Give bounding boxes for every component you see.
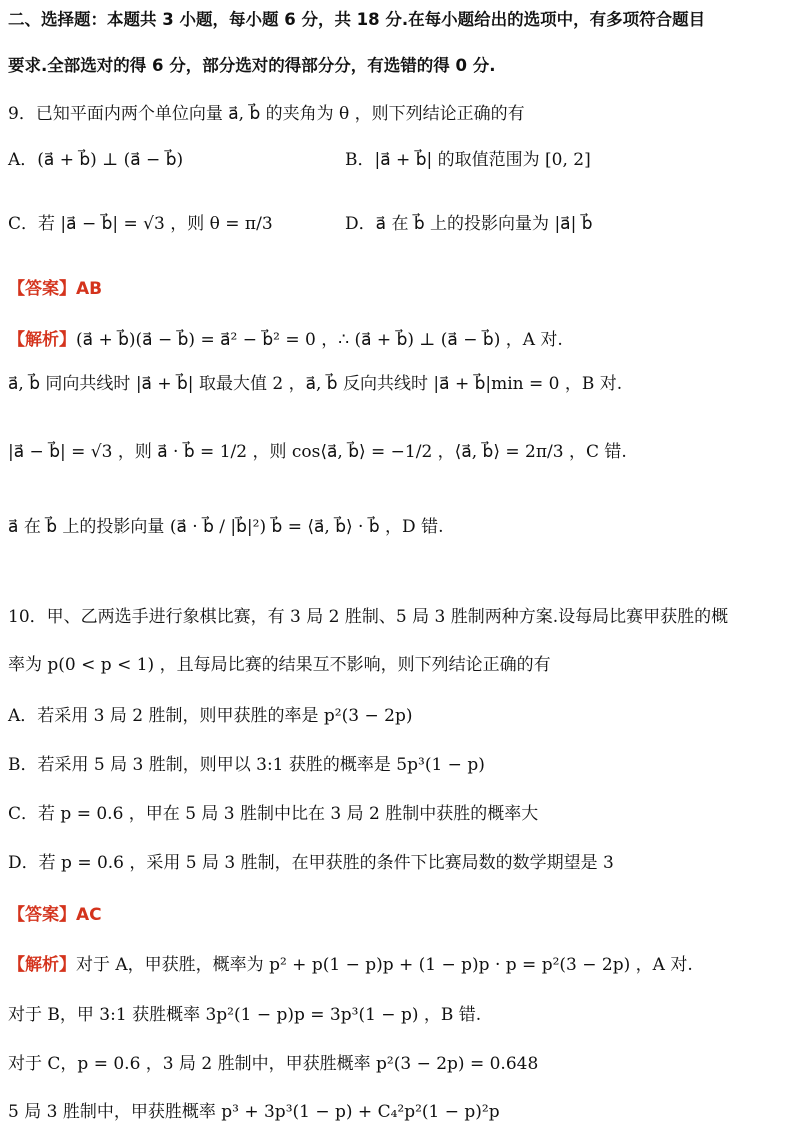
q10-answer-value: AC bbox=[76, 905, 102, 925]
q9-answer-tag: 【答案】 bbox=[8, 279, 76, 299]
q9-analysis-tag: 【解析】 bbox=[8, 330, 76, 350]
q9-option-a: A．(a⃗ + b⃗) ⊥ (a⃗ − b⃗) bbox=[8, 150, 184, 170]
q9-option-d: D．a⃗ 在 b⃗ 上的投影向量为 |a⃗| b⃗ bbox=[345, 214, 593, 234]
q10-answer-tag: 【答案】 bbox=[8, 905, 76, 925]
q10-analysis-line-3: 对于 C，p = 0.6 ，3 局 2 胜制中，甲获胜概率 p²(3 − 2p) = 0.648 bbox=[8, 1054, 539, 1074]
q10-analysis-line-1 bbox=[8, 953, 693, 977]
section-heading-line-2: 要求.全部选对的得 6 分，部分选对的得部分分，有选错的得 0 分. bbox=[8, 56, 496, 75]
q9-analysis-text-1: (a⃗ + b⃗)(a⃗ − b⃗) = a⃗² − b⃗² = 0 ，∴ (a⃗ + b⃗) ⊥ (a⃗ − b⃗) ，A 对. bbox=[76, 330, 563, 350]
q10-analysis-line-2: 对于 B，甲 3:1 获胜概率 3p²(1 − p)p = 3p³(1 − p) ，B 错. bbox=[8, 1005, 482, 1025]
q10-option-a: A．若采用 3 局 2 胜制，则甲获胜的率是 p²(3 − 2p) bbox=[8, 706, 413, 726]
q9-analysis-line-1 bbox=[8, 328, 563, 352]
q9-analysis-line-4: a⃗ 在 b⃗ 上的投影向量 (a⃗ · b⃗ / |b⃗|²) b⃗ = ⟨a⃗, b⃗⟩ · b⃗ ，D 错. bbox=[8, 517, 444, 537]
q9-option-c: C．若 |a⃗ − b⃗| = √3 ，则 θ = π/3 bbox=[8, 214, 273, 234]
q9-option-b: B．|a⃗ + b⃗| 的取值范围为 [0, 2] bbox=[345, 150, 591, 170]
q10-answer bbox=[8, 903, 102, 927]
q10-stem-line-1: 10．甲、乙两选手进行象棋比赛，有 3 局 2 胜制、5 局 3 胜制两种方案.设每局比赛甲获胜的概 bbox=[8, 607, 729, 627]
q10-analysis-line-4: 5 局 3 胜制中，甲获胜概率 p³ + 3p³(1 − p) + C₄²p²(1 − p)²p bbox=[8, 1102, 500, 1122]
q9-analysis-line-3: |a⃗ − b⃗| = √3 ，则 a⃗ · b⃗ = 1/2 ，则 cos⟨a⃗, b⃗⟩ = −1/2 ，⟨a⃗, b⃗⟩ = 2π/3 ，C 错. bbox=[8, 442, 627, 462]
q10-analysis-tag: 【解析】 bbox=[8, 955, 76, 975]
q10-analysis-text-1: 对于 A，甲获胜，概率为 p² + p(1 − p)p + (1 − p)p · p = p²(3 − 2p) ，A 对. bbox=[76, 955, 693, 975]
section-heading-line-1: 二、选择题：本题共 3 小题，每小题 6 分，共 18 分.在每小题给出的选项中，有多项符合题目 bbox=[8, 10, 706, 29]
q10-option-b: B．若采用 5 局 3 胜制，则甲以 3:1 获胜的概率是 5p³(1 − p) bbox=[8, 755, 485, 775]
q10-option-d: D．若 p = 0.6 ，采用 5 局 3 胜制，在甲获胜的条件下比赛局数的数学期望是 3 bbox=[8, 853, 614, 873]
q9-stem: 9．已知平面内两个单位向量 a⃗, b⃗ 的夹角为 θ ，则下列结论正确的有 bbox=[8, 104, 525, 124]
q9-answer bbox=[8, 277, 102, 301]
q9-answer-value: AB bbox=[76, 279, 103, 299]
q10-stem-line-2: 率为 p(0 < p < 1) ，且每局比赛的结果互不影响，则下列结论正确的有 bbox=[8, 655, 551, 675]
q9-analysis-line-2: a⃗, b⃗ 同向共线时 |a⃗ + b⃗| 取最大值 2 ，a⃗, b⃗ 反向共线时 |a⃗ + b⃗|min = 0 ，B 对. bbox=[8, 374, 623, 394]
q10-option-c: C．若 p = 0.6 ，甲在 5 局 3 胜制中比在 3 局 2 胜制中获胜的概率大 bbox=[8, 804, 539, 824]
